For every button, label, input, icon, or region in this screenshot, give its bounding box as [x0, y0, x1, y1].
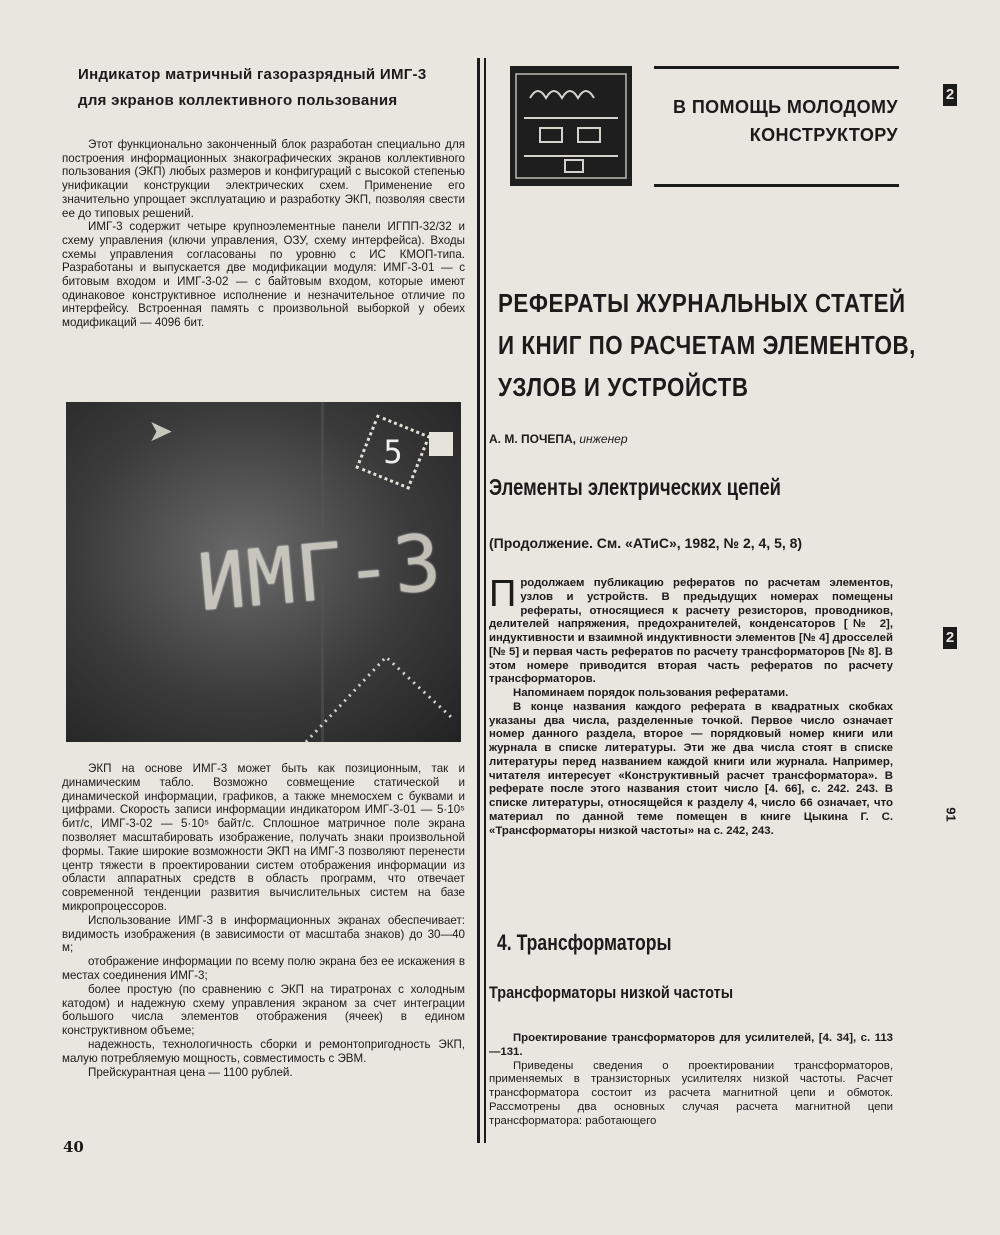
intro-paragraph	[489, 573, 893, 687]
column-divider	[484, 58, 486, 1143]
left-paragraph: отображение информации по всему полю экрана без ее искажения в местах соединения ИМГ-3;	[62, 955, 465, 982]
left-paragraph: Этот функционально законченный блок разработан специально для построения информационных знакографических экранов коллективного пользования (ЭКП) любых размеров и конфигураций с высокой степенью унификации конструкции электрических схем. Применение его значительно упрощает эксплуатацию и разработку ЭКП, позволяя свести ее до типовых решений.	[62, 138, 465, 220]
right-paragraph: Напоминаем порядок пользования рефератами.	[513, 687, 789, 699]
square-marker	[429, 432, 453, 456]
article-subtitle: Элементы электрических цепей	[489, 474, 781, 500]
left-paragraph: надежность, технологичность сборки и ремонтопригодность ЭКП, малую потребляемую мощность, совместимость с ЭВМ.	[62, 1037, 465, 1065]
left-paragraph: более простую (по сравнению с ЭКП на тиратронах с холодным катодом) и надежную схему управления экраном за счет интеграции большого числа элементов отображения (ячеек) в едином конструктивном объеме;	[62, 982, 465, 1038]
edge-side-number: 91	[943, 807, 959, 822]
left-paragraph: ЭКП на основе ИМГ-3 может быть как позиционным, так и динамическим табло. Возможно совмещение статической и динамической информации, графиков, а также мнемосхем с буквами и цифрами. Скорость записи информации индикатором ИМГ-3-01 — 5·10⁵ бит/с, ИМГ-3-02 — 5·10⁵ байт/с. Сплошное матричное поле экрана позволяет масштабировать изображение, получать знаки произвольной формы. Такие широкие возможности ЭКП на ИМГ-3 позволяют перенести центр тяжести в проектировании систем отображения информации из области аппаратных средств в область программ, что отвечает современной тенденции развития вычислительных систем на базе микропроцессоров.	[62, 762, 465, 913]
edge-tab-mark: 2	[943, 84, 957, 106]
left-heading-line2: для экранов коллективного пользования	[78, 92, 398, 109]
section-subtitle: Трансформаторы низкой частоты	[489, 983, 734, 1002]
airplane-icon: ➤	[148, 414, 174, 449]
rubric-rule	[654, 184, 899, 187]
abstract-body: Приведены сведения о проектировании трансформаторов, применяемых в транзисторных усилителях низкой частоты. Расчет трансформатора состоит из расчета магнитной цепи и обмоток. Рассмотрены два основных случая расчета магнитной цепи трансформатора: работающего	[489, 1059, 893, 1127]
title-line2: И КНИГ ПО РАСЧЕТАМ ЭЛЕМЕНТОВ,	[498, 330, 916, 360]
abstract-title: Проектирование трансформаторов для усилителей, [4. 34], с. 113—131.	[489, 1032, 893, 1058]
rubric-line1: В ПОМОЩЬ МОЛОДОМУ	[673, 97, 898, 117]
continuation-note: (Продолжение. См. «АТиС», 1982, № 2, 4, 5, 8)	[489, 535, 803, 551]
indicator-photo	[66, 402, 461, 742]
author-role: инженер	[579, 432, 628, 446]
author-byline	[489, 432, 628, 446]
title-line3: УЗЛОВ И УСТРОЙСТВ	[498, 372, 749, 402]
author-name: А. М. ПОЧЕПА,	[489, 432, 577, 446]
photo-display-text: ИМГ-3	[194, 518, 447, 630]
rubric-title	[654, 93, 898, 149]
rubric-logo-icon	[510, 66, 632, 186]
left-paragraph: Прейскурантная цена — 1100 рублей.	[88, 1065, 293, 1079]
page-number: 40	[63, 1138, 84, 1156]
badge-number: 5	[383, 433, 403, 471]
edge-tab-mark: 2	[943, 627, 957, 649]
section-title: 4. Трансформаторы	[497, 930, 672, 955]
dotted-arc-graphic	[296, 647, 456, 742]
drop-cap: П	[489, 573, 517, 615]
article-title	[498, 282, 916, 408]
title-line1: РЕФЕРАТЫ ЖУРНАЛЬНЫХ СТАТЕЙ	[498, 288, 906, 318]
rubric-line2: КОНСТРУКТОРУ	[749, 125, 898, 145]
column-divider	[477, 58, 480, 1143]
rubric-rule	[654, 66, 899, 69]
intro-text: родолжаем публикацию рефератов по расчетам элементов, узлов и устройств. В предыдущих номерах помещены рефераты, относящиеся к расчету резисторов, проводников, делителей напряжения, предохранителей, конденсаторов [№ 2], индуктивности и взаимной индуктивности элементов [№ 4] дросселей [№ 5] и первая часть рефератов по расчету трансформаторов [№ 8]. В этом номере приводится вторая часть рефератов по расчету трансформаторов.	[489, 577, 893, 686]
left-article-heading	[78, 62, 438, 114]
left-article-body	[62, 138, 465, 330]
left-article-body-continued	[62, 762, 465, 1079]
abstract-entry	[489, 1032, 893, 1128]
right-paragraph: В конце названия каждого реферата в квадратных скобках указаны два числа, разделенные точкой. Первое число означает номер данного раздела, второе — порядковый номер книги или журнала в списке литературы. Эти же два числа стоят в списке литературы перед названием каждой книги или журнала. Например, читателя интересует «Конструктивный расчет трансформатора». В реферате после этого названия стоит число [4. 66], с. 242. 243. В списке литературы, относящейся к разделу 4, число 66 означает, что материал по данной теме помещен в книге Цыкина Г. С. «Трансформаторы низкой частоты» на с. 242, 243.	[489, 700, 893, 837]
left-heading-line1: Индикатор матричный газоразрядный ИМГ-3	[78, 66, 427, 83]
left-paragraph: Использование ИМГ-3 в информационных экранах обеспечивает: видимость изображения (в зависимости от масштаба знаков) до 30—40 м;	[62, 913, 465, 955]
left-paragraph: ИМГ-3 содержит четыре крупноэлементные панели ИГПП-32/32 и схему управления (ключи управления, ОЗУ, схему интерфейса). Входы схемы управления согласованы по уровню с ИС КМОП-типа. Разработаны и выпускается две модификации модуля: ИМГ-3-01 — с битовым входом и ИМГ-3-02 — с байтовым входом, которые имеют одинаковое конструктивное исполнение и незначительное отличие по интерфейсу. Встроенная память с произвольной выборкой у обеих модификаций — 4096 бит.	[62, 220, 465, 330]
right-article-body	[489, 573, 893, 838]
